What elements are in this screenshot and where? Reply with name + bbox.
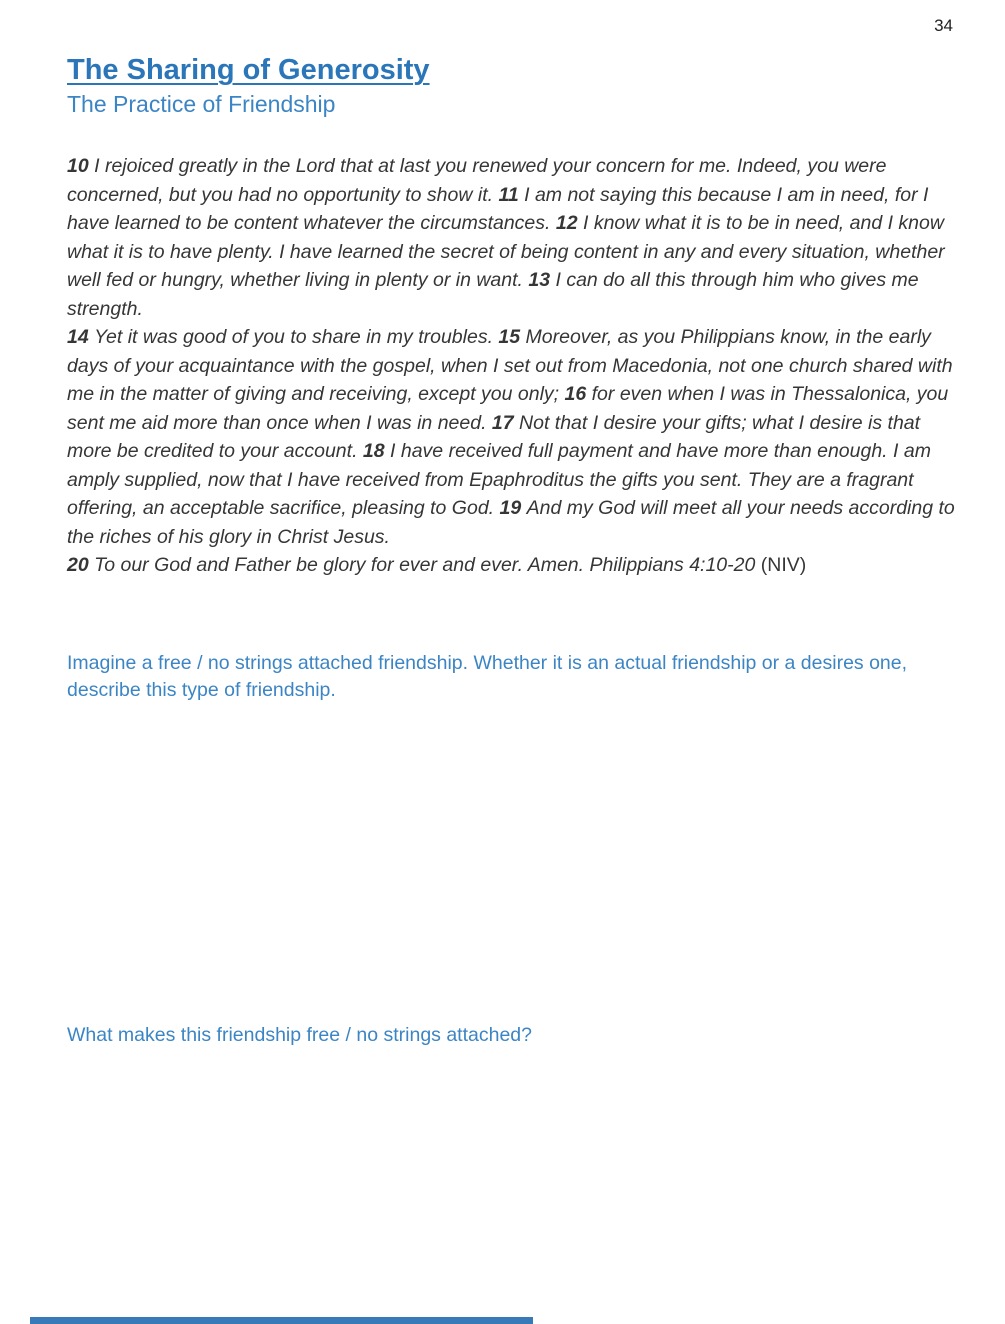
verse-number: 10	[67, 155, 95, 177]
verse-text: I have received full payment and have more than enough. I am amply supplied, now that I have received from Epaphroditus the gifts you sent. They are a fragrant offering, an acceptable sacrifice, pleasing to God.	[67, 440, 931, 519]
verse-text: I am not saying this because I am in need, for I have learned to be content whatever the circumstances.	[67, 183, 929, 234]
verse-number: 18	[362, 440, 391, 462]
verse-text: Not that I desire your gifts; what I desire is that more be credited to your account.	[67, 411, 921, 462]
passage-block	[67, 152, 960, 323]
verse-text: And my God will meet all your needs according to the riches of his glory in Christ Jesus.	[67, 497, 955, 548]
passage	[67, 152, 960, 580]
passage-block	[67, 323, 960, 551]
verse-text: Moreover, as you Philippians know, in the early days of your acquaintance with the gospel, when I set out from Macedonia, not one church shared with me in the matter of giving and receiving, except you only;	[67, 326, 953, 405]
verse-text: I know what it is to be in need, and I know what it is to have plenty. I have learned the secret of being content in any and every situation, whether well fed or hungry, whether living in plenty or in want.	[67, 212, 945, 291]
verse-text: for even when I was in Thessalonica, you sent me aid more than once when I was in need.	[67, 383, 949, 434]
page-number: 34	[934, 16, 953, 35]
verse-text: To our God and Father be glory for ever and ever. Amen.	[94, 554, 590, 576]
verse-number: 16	[564, 383, 592, 405]
verse-number: 12	[555, 212, 583, 234]
verse-number: 14	[67, 326, 95, 348]
page-subtitle: The Practice of Friendship	[67, 91, 336, 117]
page-title: The Sharing of Generosity	[67, 54, 430, 86]
prompt-describe-friendship: Imagine a free / no strings attached friendship. Whether it is an actual friendship or a desires one, describe this type of friendship.	[67, 652, 908, 701]
prompt-what-makes-free: What makes this friendship free / no strings attached?	[67, 1024, 532, 1046]
verse-text: I rejoiced greatly in the Lord that at last you renewed your concern for me. Indeed, you were concerned, but you had no opportunity to show it.	[67, 155, 887, 206]
passage-citation: Philippians 4:10-20	[589, 554, 761, 576]
verse-number: 13	[528, 269, 556, 291]
verse-number: 15	[498, 326, 526, 348]
verse-number: 11	[498, 183, 525, 206]
verse-number: 20	[67, 554, 95, 576]
verse-text: Yet it was good of you to share in my troubles.	[94, 326, 499, 348]
passage-block	[67, 551, 960, 580]
verse-number: 19	[499, 497, 527, 519]
verse-number: 17	[491, 411, 520, 434]
bottom-bar-decoration	[30, 1317, 533, 1324]
translation-label: (NIV)	[760, 554, 807, 576]
verse-text: I can do all this through him who gives me strength.	[67, 269, 919, 320]
